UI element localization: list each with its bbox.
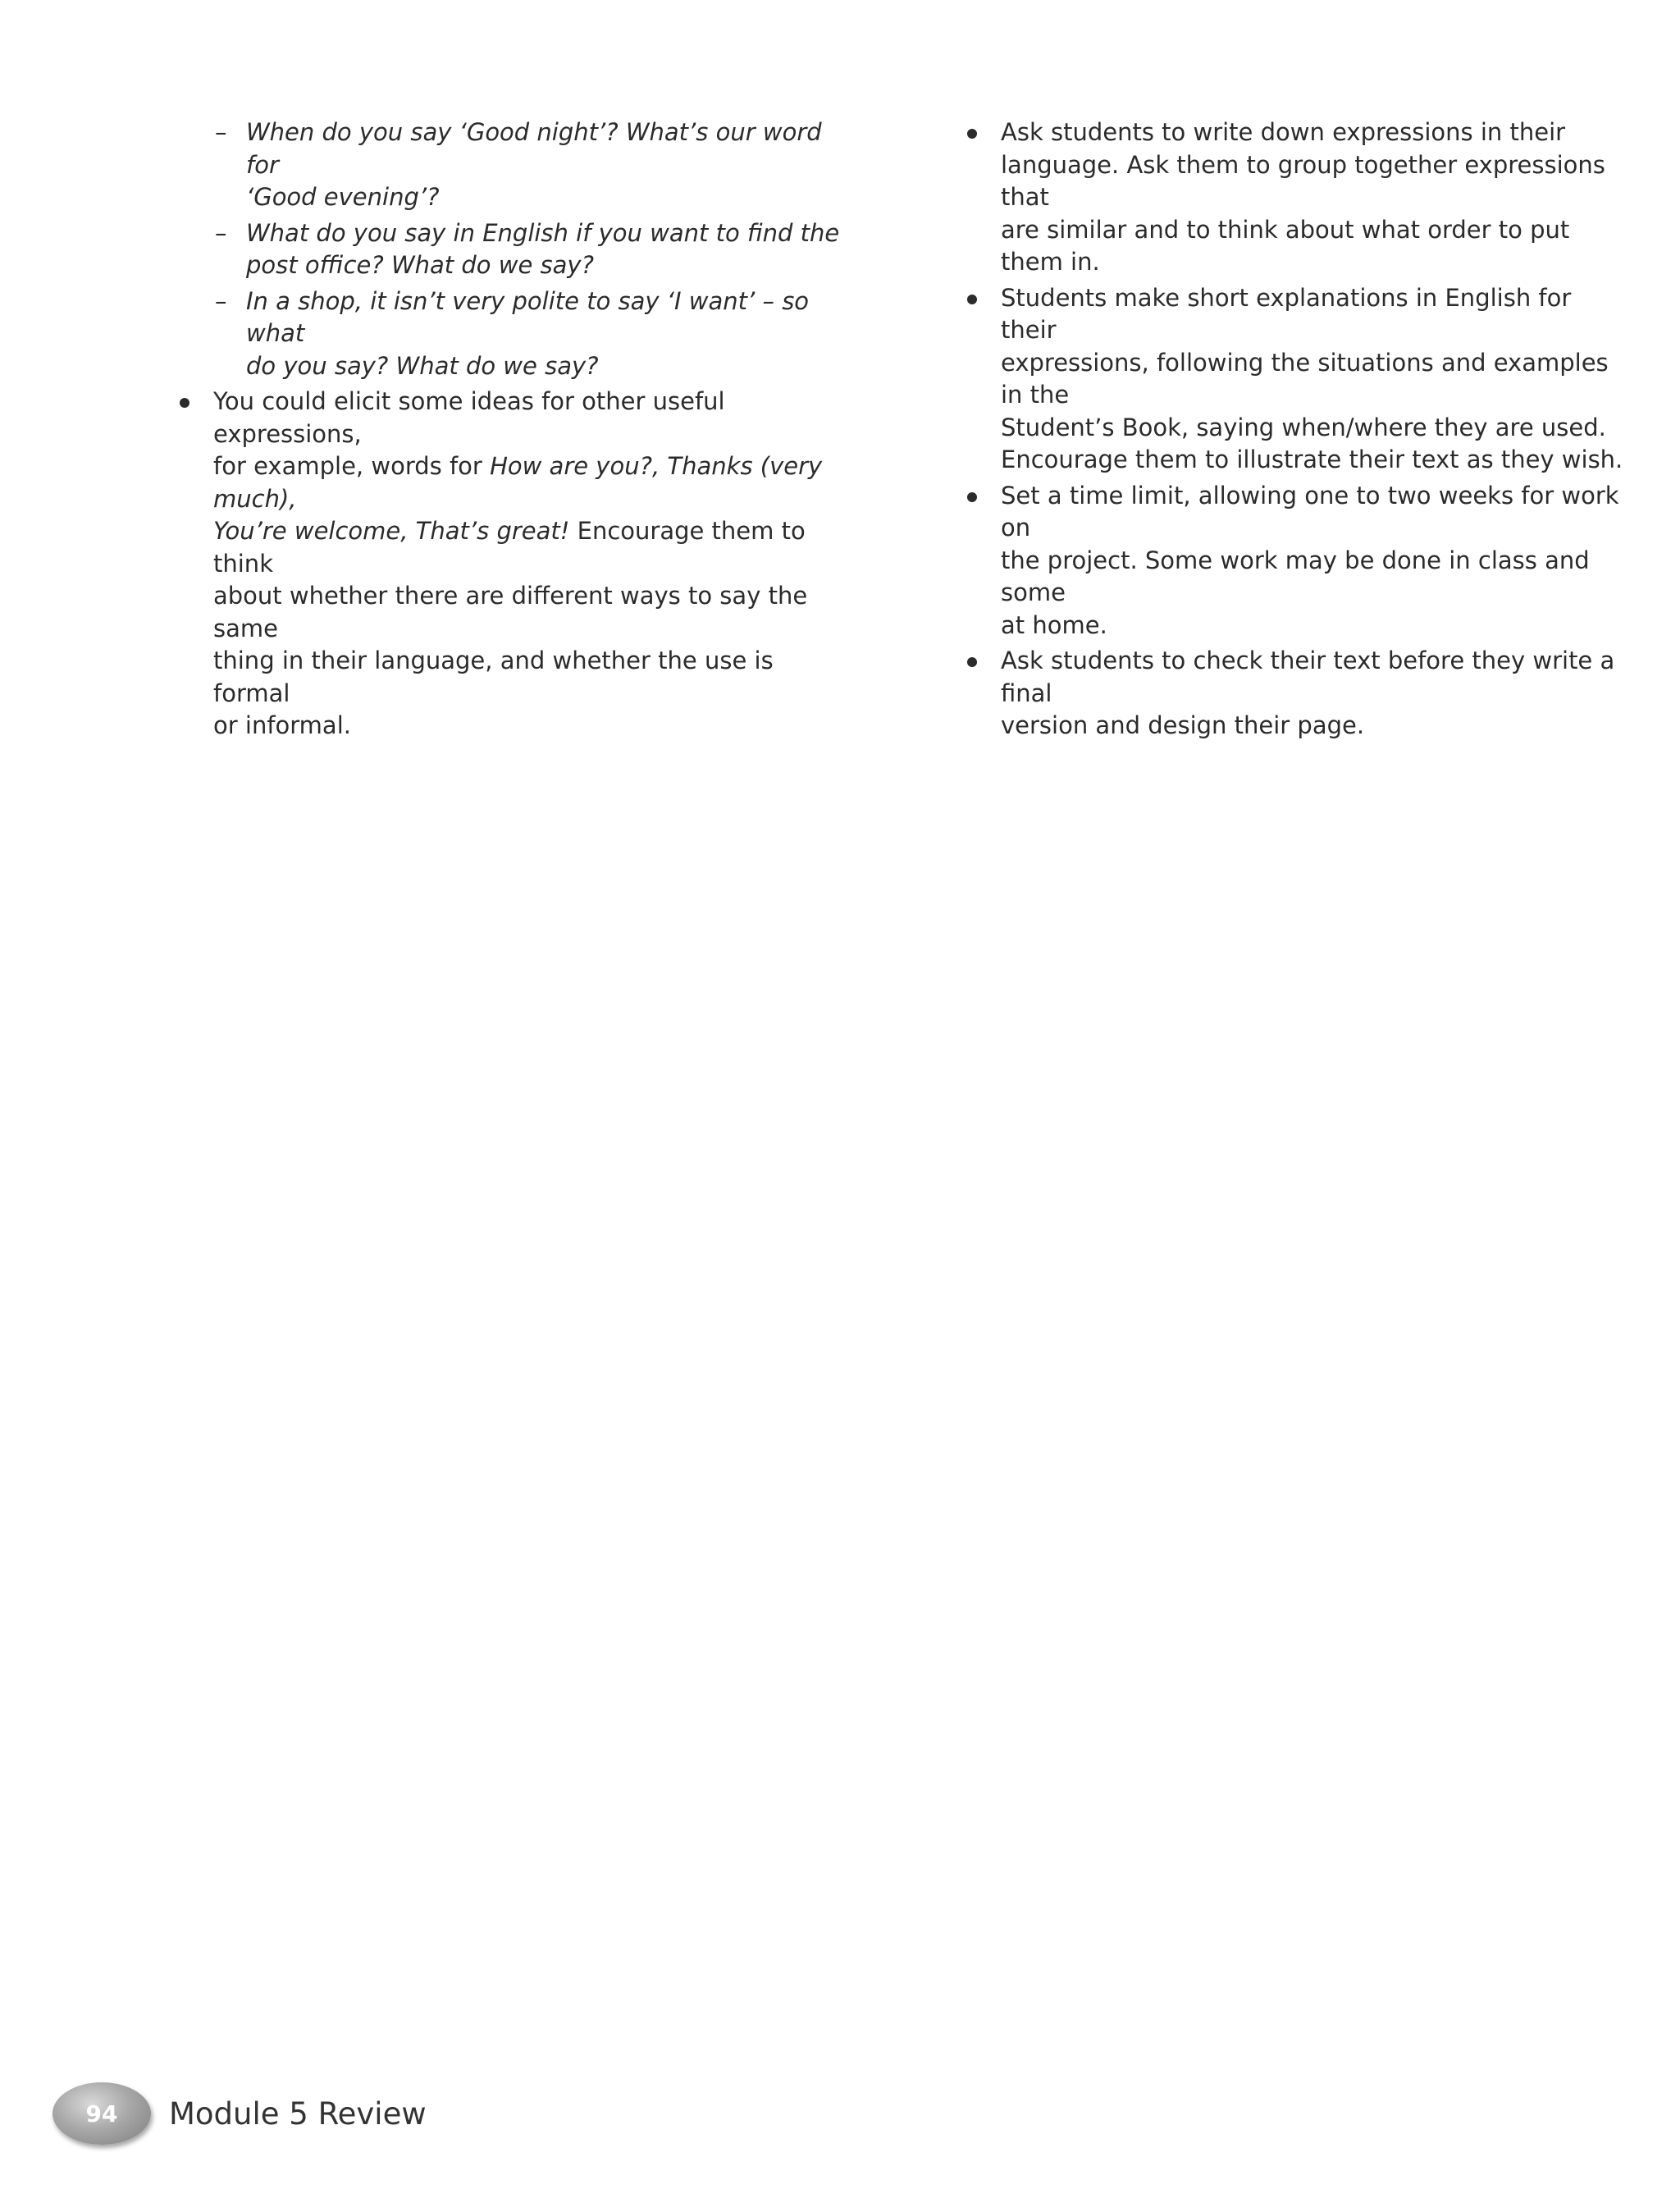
bullet-line: expressions, following the situations and examples in the [1001,348,1609,409]
example-expressions: How are you?, Thanks (very much), [213,452,823,513]
bullet-dot-icon [967,492,977,502]
bullet-dot-icon [967,295,977,304]
dash-item-line: When do you say ‘Good night’? What’s our word for [246,118,822,179]
bullet-line: the project. Some work may be done in class and some [1001,546,1590,606]
left-column [171,117,843,746]
dash-list-item [171,286,843,383]
page-number: 94 [85,2100,118,2127]
dash-item-line: What do you say in English if you want to find the [246,218,840,247]
bullet-line-plain: Encourage them to think [213,517,806,578]
dash-marker: – [215,118,227,146]
dash-marker: – [215,286,227,315]
bullet-line: or informal. [213,711,351,739]
bullet-line: Student’s Book, saying when/where they are used. [1001,413,1606,441]
bullet-line: about whether there are different ways to say the same [213,582,808,642]
bullet-line: Set a time limit, allowing one to two weeks for work on [1001,481,1619,542]
bullet-line: You could elicit some ideas for other useful expressions, [213,387,725,448]
bullet-line: version and design their page. [1001,711,1365,739]
dash-item-line: In a shop, it isn’t very polite to say ‘I want’ – so what [246,286,810,347]
bullet-line: language. Ask them to group together expressions that [1001,150,1605,211]
bullet-list-item [958,282,1631,477]
module-title: Module 5 Review [169,2095,427,2132]
bullet-line [213,450,843,515]
bullet-line: at home. [1001,610,1107,639]
bullet-line: Students make short explanations in English for their [1001,283,1572,344]
dash-list-item [171,217,843,282]
dash-marker: – [215,218,227,247]
right-column [958,117,1631,746]
bullet-list-item [958,480,1631,642]
bullet-line: Encourage them to illustrate their text as they wish. [1001,446,1623,473]
dash-list-item [171,117,843,214]
bullet-list-item [958,117,1631,279]
bullet-dot-icon [180,398,189,408]
bullet-line: thing in their language, and whether the use is formal [213,647,774,707]
bullet-dot-icon [967,657,977,667]
bullet-line [213,515,843,580]
dash-item-line: post office? What do we say? [246,251,594,279]
bullet-dot-icon [967,129,977,139]
bullet-line: Ask students to check their text before they write a final [1001,647,1615,707]
bullet-list-item [958,645,1631,743]
bullet-line: Ask students to write down expressions in their [1001,118,1566,146]
bullet-list-item [171,386,843,743]
example-expressions: You’re welcome, That’s great! [213,517,570,545]
bullet-line: are similar and to think about what order to put them in. [1001,215,1570,276]
bullet-line-plain: for example, words for [213,452,491,480]
dash-item-line: ‘Good evening’? [246,183,440,211]
page-number-badge [52,2082,151,2145]
page-footer [52,2079,427,2148]
dash-item-line: do you say? What do we say? [246,351,599,380]
